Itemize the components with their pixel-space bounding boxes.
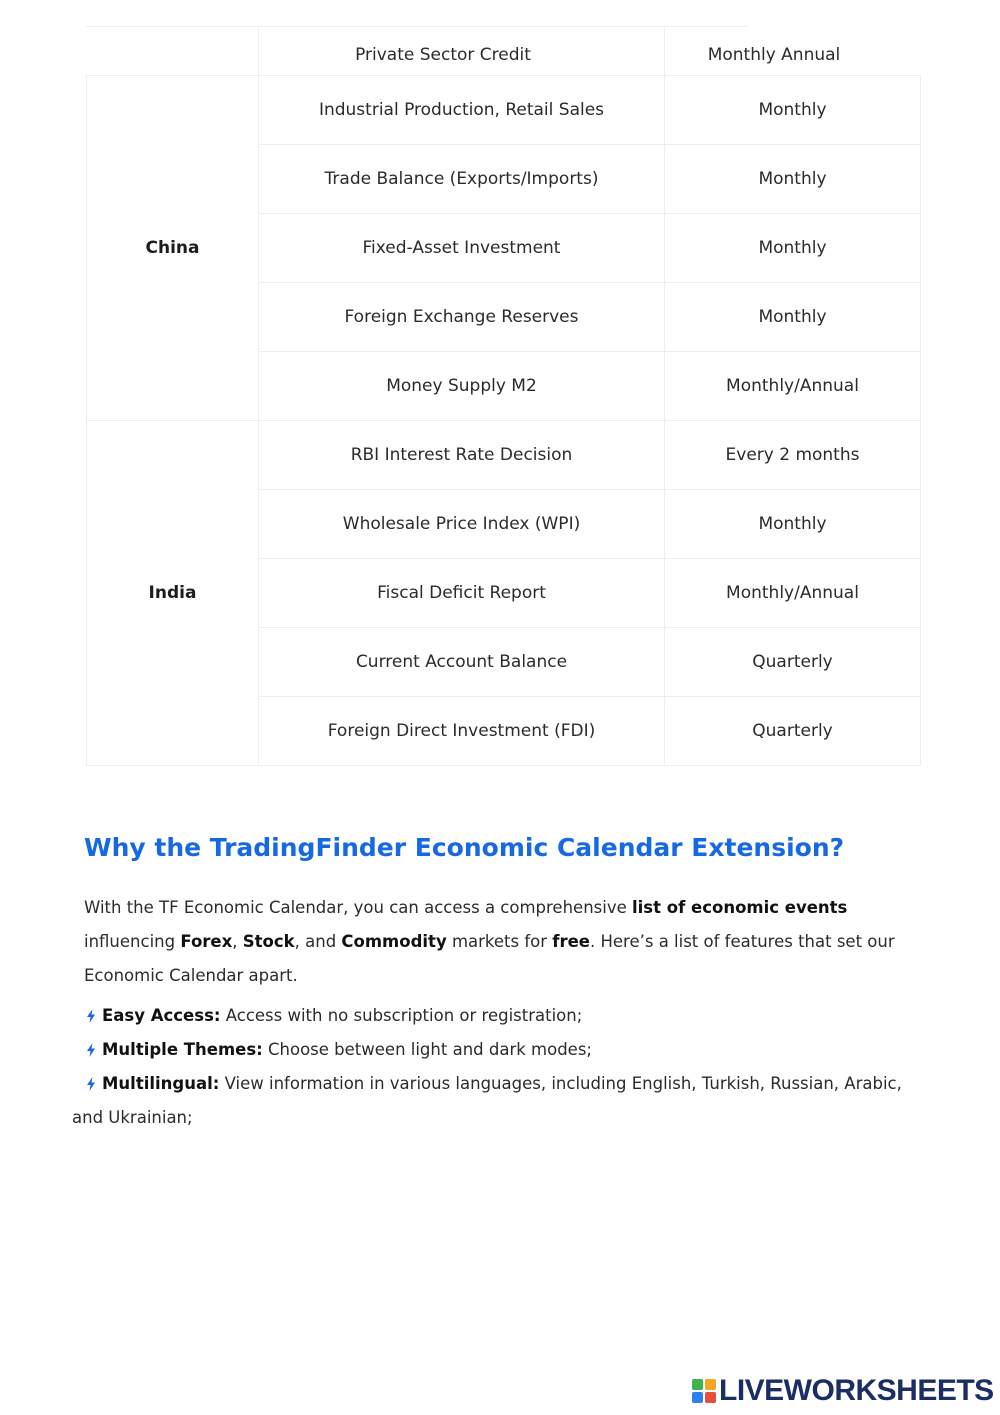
frequency-cell: Monthly/Annual	[665, 352, 921, 421]
lightning-bolt-icon	[86, 1009, 96, 1023]
indicator-cell: Foreign Exchange Reserves	[259, 283, 665, 352]
table-row-partial	[86, 27, 920, 75]
liveworksheets-logo	[692, 1374, 994, 1408]
section-heading: Why the TradingFinder Economic Calendar Extension?	[84, 833, 845, 862]
feature-title: Easy Access:	[102, 1006, 221, 1025]
indicator-cell: Private Sector Credit	[355, 45, 531, 65]
feature-title: Multilingual:	[102, 1074, 220, 1093]
country-cell-china: China	[87, 76, 259, 421]
frequency-cell: Monthly	[665, 490, 921, 559]
lightning-bolt-icon	[86, 1077, 96, 1091]
feature-list	[72, 999, 932, 1135]
indicator-cell: Industrial Production, Retail Sales	[259, 76, 665, 145]
frequency-cell: Monthly	[665, 214, 921, 283]
indicator-cell: Fiscal Deficit Report	[259, 559, 665, 628]
feature-text: Access with no subscription or registration;	[220, 1006, 583, 1025]
brand-wordmark: LIVEWORKSHEETS	[719, 1374, 994, 1407]
indicator-cell: Money Supply M2	[259, 352, 665, 421]
frequency-cell: Every 2 months	[665, 421, 921, 490]
frequency-cell: Monthly	[665, 76, 921, 145]
indicator-cell: Current Account Balance	[259, 628, 665, 697]
intro-paragraph: With the TF Economic Calendar, you can access a comprehensive list of economic events influencing Forex, Stock, and Commodity markets for free. Here’s a list of features that set our Economic Calendar apart.	[84, 898, 895, 985]
list-item	[72, 999, 932, 1033]
country-cell-india: India	[87, 421, 259, 766]
feature-text: View information in various languages, including English, Turkish, Russian, Arabic, and Ukrainian;	[72, 1074, 902, 1127]
logo-tiles-icon	[692, 1379, 716, 1403]
frequency-cell: Monthly	[665, 283, 921, 352]
indicator-cell: Trade Balance (Exports/Imports)	[259, 145, 665, 214]
indicator-cell: Foreign Direct Investment (FDI)	[259, 697, 665, 766]
table-row	[87, 76, 921, 145]
indicator-cell: Wholesale Price Index (WPI)	[259, 490, 665, 559]
indicator-cell: Fixed-Asset Investment	[259, 214, 665, 283]
feature-title: Multiple Themes:	[102, 1040, 263, 1059]
indicator-cell: RBI Interest Rate Decision	[259, 421, 665, 490]
frequency-cell: Quarterly	[665, 697, 921, 766]
frequency-cell: Quarterly	[665, 628, 921, 697]
frequency-cell: Monthly	[665, 145, 921, 214]
frequency-cell: Monthly Annual	[707, 45, 841, 65]
feature-text: Choose between light and dark modes;	[262, 1040, 592, 1059]
table-row	[87, 421, 921, 490]
frequency-cell: Monthly/Annual	[665, 559, 921, 628]
list-item	[72, 1033, 932, 1067]
lightning-bolt-icon	[86, 1043, 96, 1057]
economic-indicators-table	[86, 75, 921, 766]
list-item	[72, 1067, 932, 1135]
